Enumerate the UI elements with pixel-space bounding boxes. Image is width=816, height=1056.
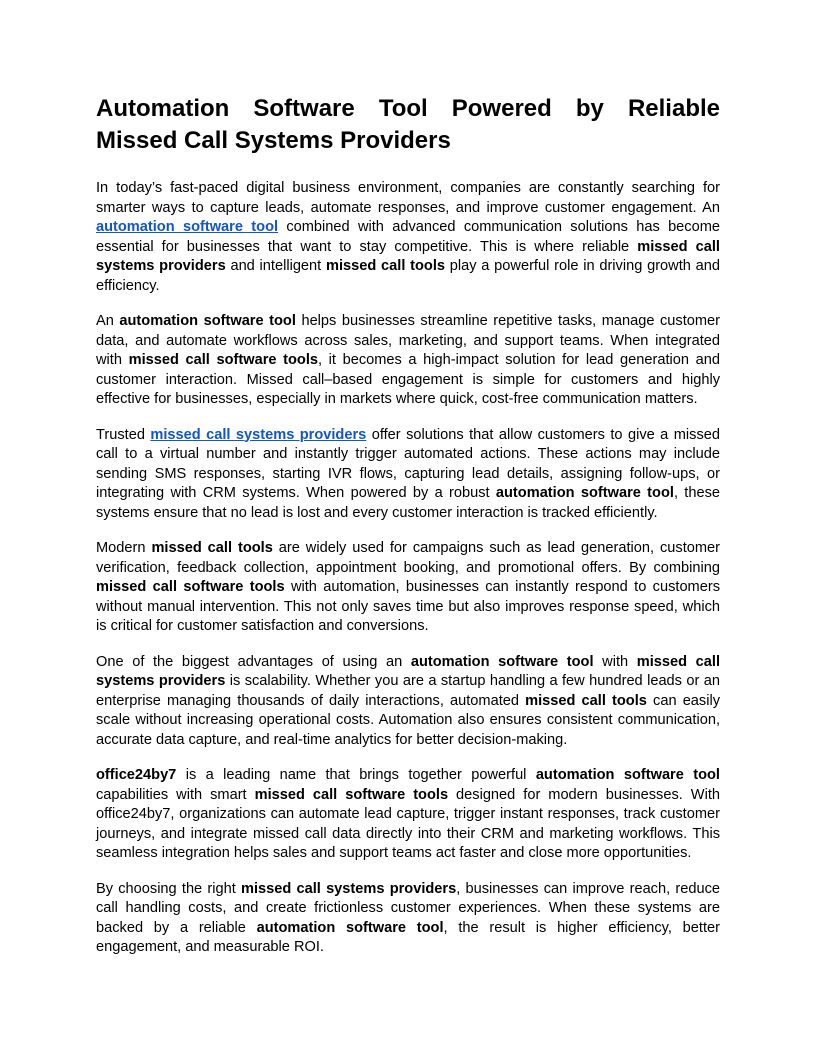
text-run: with — [593, 653, 637, 670]
paragraph — [96, 653, 720, 751]
text-run: Modern — [96, 540, 152, 556]
title-line-2: Missed Call Systems Providers — [96, 127, 451, 154]
text-run: with automation, businesses can instantly respond to customers without manual intervention. This not only saves time but also improves response speed, which is critical for customer satisfaction and conversions. — [96, 579, 720, 634]
bold-keyword: missed call software tools — [254, 786, 449, 803]
text-run: Trusted — [96, 426, 151, 443]
text-run: , these systems ensure that no lead is lost and every customer interaction is tracked efficiently. — [96, 485, 721, 521]
paragraph — [96, 426, 720, 524]
bold-keyword: missed call tools — [151, 540, 273, 556]
bold-keyword: missed call tools — [525, 692, 647, 709]
text-run: By choosing the right — [96, 880, 241, 897]
bold-keyword: automation software tool — [535, 767, 720, 783]
text-run: are widely used for campaigns such as lead generation, customer verification, feedback collection, appointment booking, and promotional offers. By combining — [96, 540, 721, 576]
bold-keyword: automation software tool — [256, 919, 444, 936]
document-page — [96, 93, 720, 974]
bold-keyword: missed call software tools — [96, 579, 285, 595]
text-run: offer solutions that allow customers to give a missed call to a virtual number and instantly trigger automated actions. These actions may include sending SMS responses, starting IVR flows, capturing lead details, assigning follow-ups, or integrating with CRM systems. When powered by a robust — [96, 426, 720, 501]
text-run: can easily scale without increasing operational costs. Automation also ensures consistent communication, accurate data capture, and real-time analytics for better decision-making. — [96, 692, 720, 748]
text-run: , it becomes a high-impact solution for lead generation and customer interaction. Missed call–based engagement is simple for customers and highly effective for businesses, especially in markets where quick, cost-free communication matters. — [96, 352, 720, 407]
hyperlink[interactable]: missed call systems providers — [150, 426, 367, 443]
bold-keyword: office24by7 — [96, 767, 177, 783]
paragraph — [96, 312, 720, 410]
text-run: and intelligent — [225, 258, 326, 274]
hyperlink[interactable]: automation software tool — [96, 219, 279, 235]
document-body — [96, 179, 720, 958]
paragraph — [96, 766, 720, 864]
text-run: helps businesses streamline repetitive tasks, manage customer data, and automate workflows across sales, marketing, and support teams. When integrated with — [96, 313, 721, 368]
bold-keyword: missed call systems providers — [96, 653, 721, 689]
text-run: An — [96, 313, 120, 329]
bold-keyword: missed call software tools — [128, 352, 318, 368]
bold-keyword: missed call systems providers — [96, 238, 720, 274]
text-run: , businesses can improve reach, reduce call handling costs, and create frictionless customer experiences. When these systems are backed by a reliable — [96, 880, 720, 936]
bold-keyword: missed call systems providers — [241, 880, 457, 897]
text-run: play a powerful role in driving growth and efficiency. — [96, 258, 720, 294]
text-run: One of the biggest advantages of using an — [96, 653, 411, 670]
paragraph — [96, 539, 720, 637]
document-title — [96, 93, 720, 157]
text-run: is a leading name that brings together powerful — [176, 767, 536, 783]
bold-keyword: automation software tool — [119, 313, 296, 329]
paragraph — [96, 179, 720, 296]
text-run: capabilities with smart — [96, 786, 255, 803]
text-run: In today’s fast-paced digital business environment, companies are constantly searching for smarter ways to capture leads, automate responses, and improve customer engagement. An — [96, 180, 720, 216]
bold-keyword: automation software tool — [410, 653, 594, 670]
paragraph — [96, 880, 720, 958]
text-run: combined with advanced communication solutions has become essential for businesses that want to stay competitive. This is where reliable — [96, 219, 720, 255]
text-run: designed for modern businesses. With office24by7, organizations can automate lead capture, trigger instant responses, track customer journeys, and integrate missed call data directly into their CRM and marketing workflows. This seamless integration helps sales and support teams act faster and close more opportunities. — [96, 786, 720, 861]
bold-keyword: missed call tools — [325, 258, 446, 274]
bold-keyword: automation software tool — [495, 485, 674, 501]
text-run: , the result is higher efficiency, better engagement, and measurable ROI. — [96, 919, 720, 955]
text-run: is scalability. Whether you are a startup handling a few hundred leads or an enterprise managing thousands of daily interactions, automated — [96, 673, 720, 709]
title-line-1: Automation Software Tool Powered by Reliable — [96, 95, 720, 122]
